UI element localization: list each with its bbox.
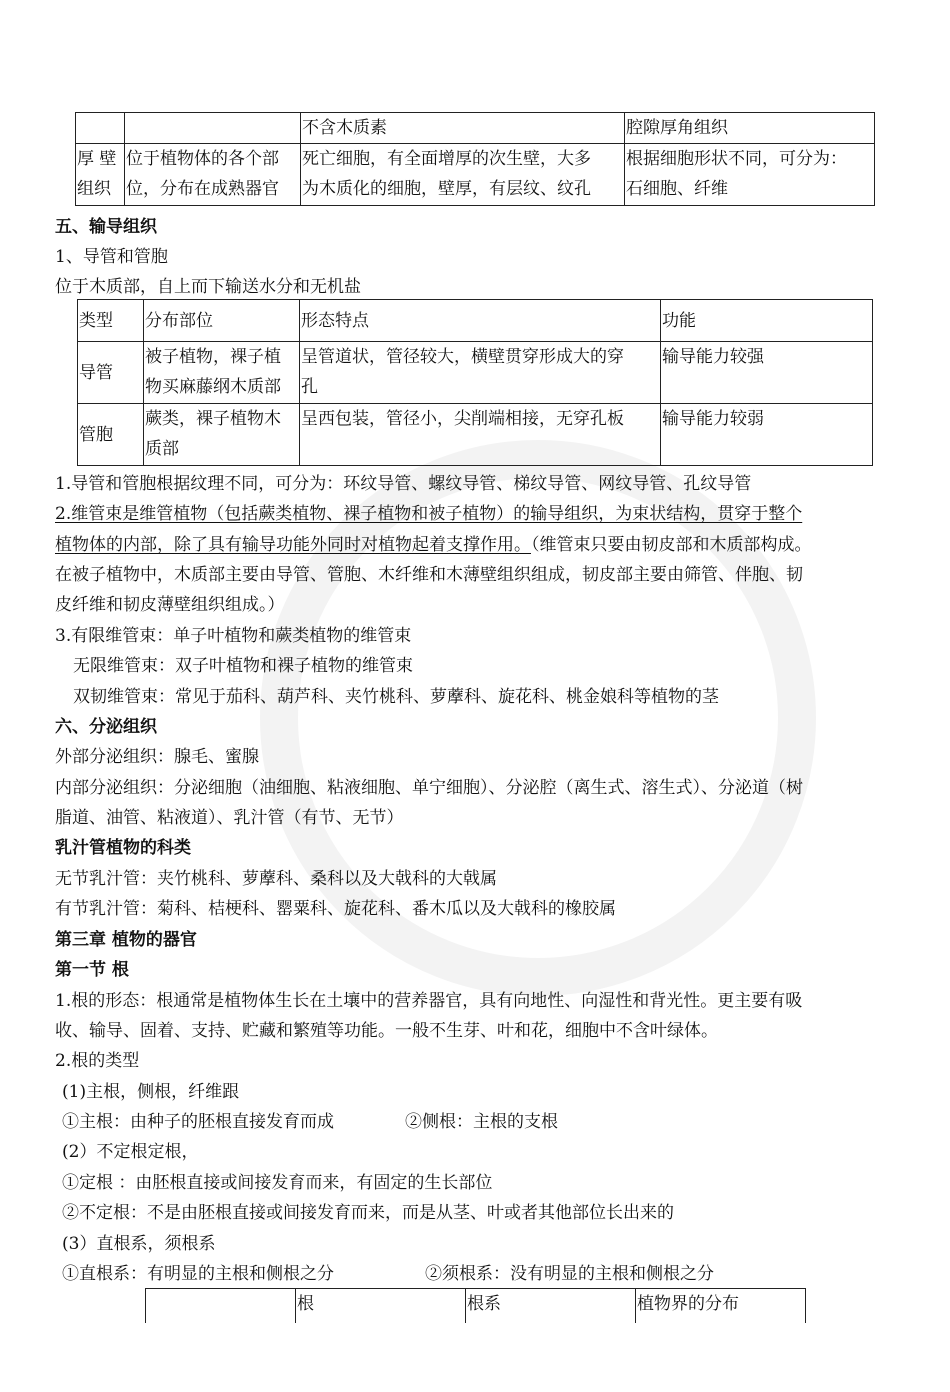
list-item: (1)主根，侧根，纤维跟	[62, 1082, 240, 1102]
table-header-cell: 植物界的分布	[636, 1289, 806, 1323]
table-header-cell: 根	[296, 1289, 466, 1323]
table-sclerenchyma	[75, 112, 875, 206]
paragraph: 内部分泌组织：分泌细胞（油细胞、粘液细胞、单宁细胞）、分泌腔（离生式、溶生式）、分泌道（树	[55, 778, 803, 798]
table-row	[76, 144, 875, 206]
chapter-heading: 第三章 植物的器官	[55, 930, 197, 950]
list-item: ②须根系：没有明显的主根和侧根之分	[425, 1264, 714, 1284]
table-cell: 管胞	[78, 404, 144, 466]
note-2-line: 2.维管束是维管植物（包括蕨类植物、裸子植物和被子植物）的输导组织，为束状结构，贯穿于整个	[55, 504, 803, 524]
paragraph: 外部分泌组织：腺毛、蜜腺	[55, 747, 259, 767]
list-item: ①主根：由种子的胚根直接发育而成	[62, 1112, 334, 1132]
paragraph: 收、输导、固着、支持、贮藏和繁殖等功能。一般不生芽、叶和花，细胞中不含叶绿体。	[55, 1021, 718, 1041]
table-cell: 不含木质素	[301, 113, 625, 144]
table-row	[78, 342, 873, 404]
table-header-row	[146, 1289, 806, 1323]
table-vessels	[77, 299, 873, 466]
table-cell: 位于植物体的各个部 位，分布在成熟器官	[125, 144, 301, 206]
table-row	[78, 404, 873, 466]
subheading: 乳汁管植物的科类	[55, 838, 191, 858]
table-header-cell: 类型	[78, 300, 144, 342]
table-cell	[76, 113, 125, 144]
table-root-systems	[145, 1288, 806, 1323]
table-header-cell: 分布部位	[144, 300, 300, 342]
table-cell: 导管	[78, 342, 144, 404]
table-header-cell: 形态特点	[300, 300, 661, 342]
paragraph: 无节乳汁管：夹竹桃科、萝藦科、桑科以及大戟科的大戟属	[55, 869, 497, 889]
list-item: ①定根 ：由胚根直接或间接发育而来，有固定的生长部位	[62, 1173, 493, 1193]
list-item: (3）直根系，须根系	[62, 1234, 216, 1254]
table-row	[76, 113, 875, 144]
section-heading: 六、分泌组织	[55, 717, 157, 737]
underlined-text: 植物体的内部，除了具有输导功能外同时对植物起着支撑作用。	[55, 535, 531, 555]
table-cell: 根据细胞形状不同，可分为： 石细胞、纤维	[625, 144, 875, 206]
list-item: (2）不定根定根，	[62, 1142, 199, 1162]
subheading: 1、导管和管胞	[55, 247, 168, 267]
note-2-line: 皮纤维和韧皮薄壁组织组成。）	[55, 595, 285, 615]
list-item: ②不定根：不是由胚根直接或间接发育而来，而是从茎、叶或者其他部位长出来的	[62, 1203, 674, 1223]
paragraph: 位于木质部，自上而下输送水分和无机盐	[55, 277, 361, 297]
table-cell: 输导能力较弱	[661, 404, 873, 466]
table-cell	[125, 113, 301, 144]
section-heading: 五、输导组织	[55, 217, 157, 237]
note-1: 1.导管和管胞根据纹理不同，可分为：环纹导管、螺纹导管、梯纹导管、网纹导管、孔纹导管	[55, 474, 752, 494]
note-2-line: 在被子植物中，木质部主要由导管、管胞、木纤维和木薄壁组织组成，韧皮部主要由筛管、伴胞、韧	[55, 565, 803, 585]
table-cell: 呈管道状，管径较大，横壁贯穿形成大的穿 孔	[300, 342, 661, 404]
section-heading: 第一节 根	[55, 960, 129, 980]
table-cell: 腔隙厚角组织	[625, 113, 875, 144]
list-item: ①直根系：有明显的主根和侧根之分	[62, 1264, 334, 1284]
text: （维管束只要由韧皮部和木质部构成。	[531, 535, 812, 555]
paragraph: 1.根的形态：根通常是植物体生长在土壤中的营养器官，具有向地性、向湿性和背光性。更主要有吸	[55, 991, 803, 1011]
table-cell: 呈西包装，管径小，尖削端相接，无穿孔板	[300, 404, 661, 466]
note-3: 无限维管束：双子叶植物和裸子植物的维管束	[73, 656, 413, 676]
paragraph: 脂道、油管、粘液道）、乳汁管（有节、无节）	[55, 808, 404, 828]
note-2-line	[55, 534, 812, 556]
table-cell: 厚 壁 组织	[76, 144, 125, 206]
table-cell: 输导能力较强	[661, 342, 873, 404]
table-header-cell	[146, 1289, 296, 1323]
table-header-row	[78, 300, 873, 342]
table-header-cell: 功能	[661, 300, 873, 342]
note-3: 双韧维管束：常见于茄科、葫芦科、夹竹桃科、萝藦科、旋花科、桃金娘科等植物的茎	[73, 687, 719, 707]
table-cell: 蕨类，裸子植物木 质部	[144, 404, 300, 466]
table-cell: 死亡细胞，有全面增厚的次生壁，大多 为木质化的细胞，壁厚，有层纹、纹孔	[301, 144, 625, 206]
table-cell: 被子植物，裸子植 物买麻藤纲木质部	[144, 342, 300, 404]
paragraph: 2.根的类型	[55, 1051, 140, 1071]
list-item: ②侧根：主根的支根	[405, 1112, 558, 1132]
paragraph: 有节乳汁管：菊科、桔梗科、罂粟科、旋花科、番木瓜以及大戟科的橡胶属	[55, 899, 616, 919]
table-header-cell: 根系	[466, 1289, 636, 1323]
note-3: 3.有限维管束：单子叶植物和蕨类植物的维管束	[55, 626, 412, 646]
